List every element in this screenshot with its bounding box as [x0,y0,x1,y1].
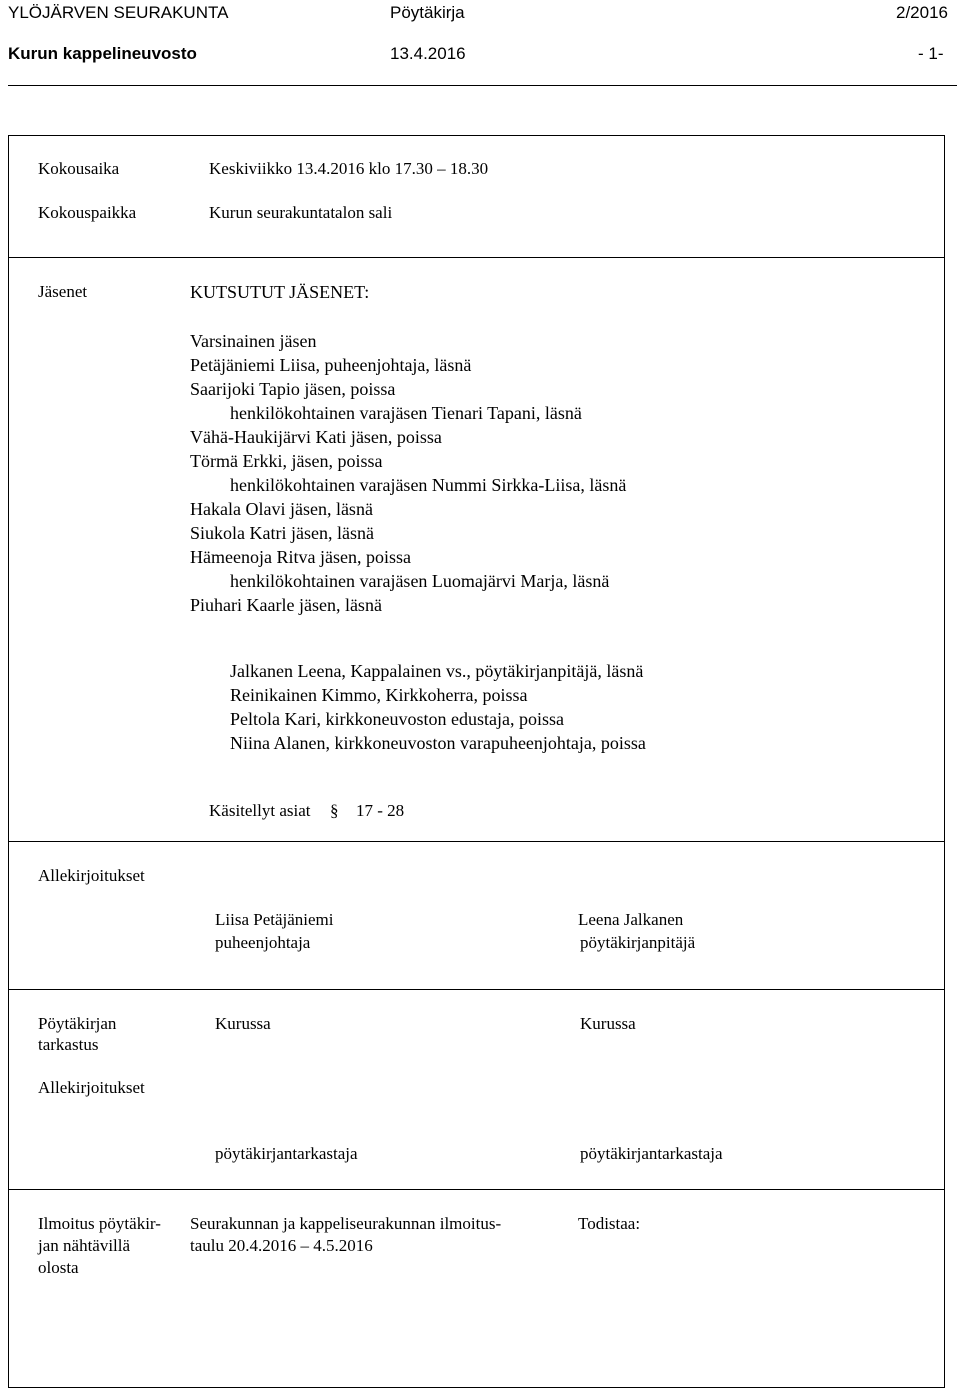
members-heading: KUTSUTUT JÄSENET: [190,282,370,302]
org-name: YLÖJÄRVEN SEURAKUNTA [8,3,229,22]
member-line: Vähä-Haukijärvi Kati jäsen, poissa [190,427,442,447]
other-attendee: Reinikainen Kimmo, Kirkkoherra, poissa [230,685,528,705]
notice-text-line1: Seurakunnan ja kappeliseurakunnan ilmoitus- [190,1214,502,1233]
divider-meeting [8,257,945,258]
review-label-line1: Pöytäkirjan [38,1014,117,1033]
notice-label-line3: olosta [38,1258,79,1277]
certify-label: Todistaa: [578,1214,641,1233]
member-line: henkilökohtainen varajäsen Luomajärvi Marja, läsnä [230,571,610,591]
member-line: Piuhari Kaarle jäsen, läsnä [190,595,382,615]
minutes-frame [8,135,945,1388]
page-number: - 1- [918,44,944,63]
secretary-role: pöytäkirjanpitäjä [580,933,696,952]
review-left-role: pöytäkirjantarkastaja [215,1144,358,1163]
other-attendee: Niina Alanen, kirkkoneuvoston varapuheenjohtaja, poissa [230,733,646,753]
divider-signatures [8,989,945,990]
header-rule [8,85,957,86]
divider-review [8,1189,945,1190]
review-signatures-label: Allekirjoitukset [38,1078,145,1097]
meeting-place-label: Kokouspaikka [38,203,137,222]
meeting-time-value: Keskiviikko 13.4.2016 klo 17.30 – 18.30 [209,159,489,178]
section-symbol: § [330,801,339,820]
member-line: Törmä Erkki, jäsen, poissa [190,451,383,471]
meeting-place-value: Kurun seurakuntatalon sali [209,203,393,222]
member-line: Siukola Katri jäsen, läsnä [190,523,374,543]
member-line: henkilökohtainen varajäsen Tienari Tapani, läsnä [230,403,582,423]
meeting-date: 13.4.2016 [390,44,466,63]
board-name: Kurun kappelineuvosto [8,44,197,63]
notice-label-line1: Ilmoitus pöytäkir- [38,1214,161,1233]
review-left-place: Kurussa [215,1014,271,1033]
review-right-place: Kurussa [580,1014,636,1033]
member-line: Hämeenoja Ritva jäsen, poissa [190,547,411,567]
doc-type: Pöytäkirja [390,3,465,22]
handled-range: 17 - 28 [356,801,405,820]
member-line: Saarijoki Tapio jäsen, poissa [190,379,396,399]
meeting-time-label: Kokousaika [38,159,120,178]
member-line: Varsinainen jäsen [190,331,317,351]
notice-text-line2: taulu 20.4.2016 – 4.5.2016 [190,1236,373,1255]
signatures-label: Allekirjoitukset [38,866,145,885]
chair-name: Liisa Petäjäniemi [215,910,334,929]
review-right-role: pöytäkirjantarkastaja [580,1144,723,1163]
doc-number: 2/2016 [896,3,948,22]
members-label: Jäsenet [38,282,88,301]
divider-members [8,841,945,842]
review-label-line2: tarkastus [38,1035,99,1054]
member-line: henkilökohtainen varajäsen Nummi Sirkka-Liisa, läsnä [230,475,627,495]
other-attendee: Peltola Kari, kirkkoneuvoston edustaja, poissa [230,709,564,729]
member-line: Hakala Olavi jäsen, läsnä [190,499,373,519]
chair-role: puheenjohtaja [215,933,311,952]
notice-label-line2: jan nähtävillä [38,1236,131,1255]
handled-label: Käsitellyt asiat [209,801,311,820]
secretary-name: Leena Jalkanen [578,910,684,929]
member-line: Petäjäniemi Liisa, puheenjohtaja, läsnä [190,355,472,375]
other-attendee: Jalkanen Leena, Kappalainen vs., pöytäkirjanpitäjä, läsnä [230,661,644,681]
